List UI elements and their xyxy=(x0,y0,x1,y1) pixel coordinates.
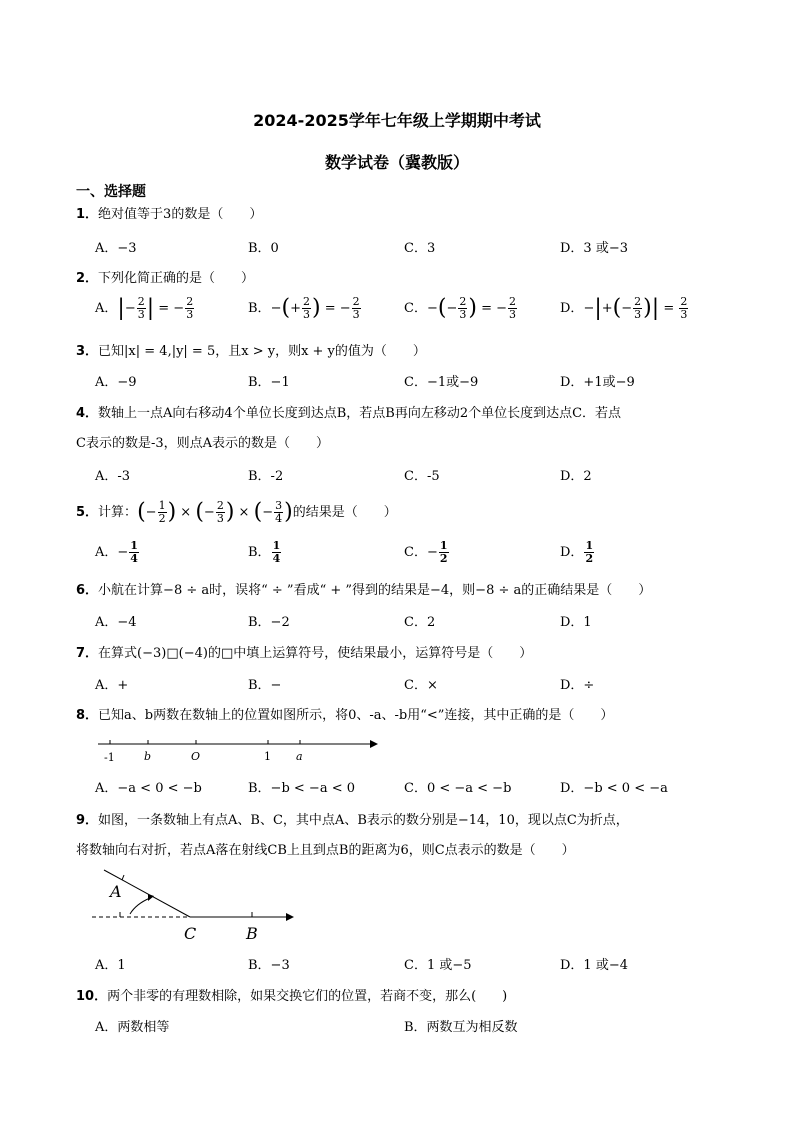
q7-option-d[interactable]: D．÷ xyxy=(560,678,595,693)
question-text: 绝对值等于3的数是（ ） xyxy=(98,207,263,222)
question-9 xyxy=(76,812,629,830)
question-10 xyxy=(76,988,507,1006)
point-b-label: B xyxy=(246,924,258,943)
question-text: 数轴上一点A向右移动4个单位长度到达点B，若点B再向左移动2个单位长度到达点C．若点 xyxy=(98,406,622,421)
q7-option-c[interactable]: C．× xyxy=(404,678,438,693)
q5-option-b[interactable]: B． $\frac{1}{4}$ xyxy=(248,539,281,565)
q9-option-a[interactable]: A．1 xyxy=(95,958,126,973)
question-9-line-2: 将数轴向右对折，若点A落在射线CB上且到点B的距离为6，则C点表示的数是（ ） xyxy=(76,843,575,858)
option-label: A． xyxy=(95,301,118,316)
question-number: 1． xyxy=(76,207,99,222)
question-4 xyxy=(76,405,621,423)
question-text: 在算式(−3)□(−4)的□中填上运算符号，使结果最小，运算符号是（ ） xyxy=(98,646,533,661)
question-2 xyxy=(76,270,254,288)
question-number: 2． xyxy=(76,271,99,286)
question-number: 7． xyxy=(76,646,99,661)
option-label: B． xyxy=(248,545,271,560)
q3-option-a[interactable]: A．−9 xyxy=(95,375,137,390)
fold-arrow-head-icon xyxy=(148,894,154,901)
q4-option-d[interactable]: D．2 xyxy=(560,469,592,484)
question-3 xyxy=(76,343,426,361)
question-6 xyxy=(76,582,651,600)
fold-arrow xyxy=(130,898,150,914)
q10-option-a[interactable]: A．两数相等 xyxy=(95,1020,170,1035)
q1-option-a[interactable]: A．−3 xyxy=(95,241,137,256)
q1-option-d[interactable]: D．3 或−3 xyxy=(560,241,628,256)
question-number: 8． xyxy=(76,708,99,723)
q7-option-b[interactable]: B．− xyxy=(248,678,282,693)
question-text: 已知a、b两数在数轴上的位置如图所示，将0、-a、-b用“<”连接，其中正确的是（ ） xyxy=(98,708,614,723)
axis-label-b: b xyxy=(144,750,152,763)
exam-title: 2024-2025学年七年级上学期期中考试 xyxy=(253,111,541,130)
option-label: A．− xyxy=(95,545,129,560)
question-number: 9． xyxy=(76,813,99,828)
question-7 xyxy=(76,645,532,663)
q8-option-a[interactable]: A．−a < 0 < −b xyxy=(95,781,202,796)
q10-option-b[interactable]: B．两数互为相反数 xyxy=(404,1020,518,1035)
q9-option-d[interactable]: D．1 或−4 xyxy=(560,958,628,973)
question-text: 已知|x| = 4,|y| = 5，且x > y，则x + y的值为（ ） xyxy=(98,344,426,359)
q3-option-d[interactable]: D．+1或−9 xyxy=(560,375,635,390)
q2-option-c[interactable]: C．−(− $\frac{2}{3}$ ) = − $\frac{2}{3}$ xyxy=(404,295,517,321)
option-label: B． xyxy=(248,301,271,316)
question-number: 6． xyxy=(76,583,99,598)
q8-option-c[interactable]: C．0 < −a < −b xyxy=(404,781,512,796)
number-line-figure xyxy=(90,734,390,766)
question-text: 如图，一条数轴上有点A、B、C，其中点A、B表示的数分别是−14，10，现以点C为折点， xyxy=(98,813,629,828)
option-label: C．− xyxy=(404,545,438,560)
q5-option-d[interactable]: D． $\frac{1}{2}$ xyxy=(560,539,594,565)
section-heading: 一、选择题 xyxy=(76,184,146,200)
arrow-head-icon xyxy=(286,913,294,921)
question-text-suffix: 的结果是（ ） xyxy=(292,505,397,520)
question-text: 小航在计算−8 ÷ a时，误将“ ÷ ”看成“ + ”得到的结果是−4，则−8 ÷ a的正确结果是（ ） xyxy=(98,583,652,598)
question-8 xyxy=(76,707,613,725)
q8-option-b[interactable]: B．−b < −a < 0 xyxy=(248,781,355,796)
q6-option-a[interactable]: A．−4 xyxy=(95,615,137,630)
axis-label-neg1: -1 xyxy=(104,751,115,764)
q2-option-d[interactable]: D．−|+(− $\frac{2}{3}$ )| = $\frac{2}{3}$ xyxy=(560,295,688,321)
q1-option-c[interactable]: C．3 xyxy=(404,241,436,256)
q2-option-b[interactable]: B．−(+ $\frac{2}{3}$ ) = − $\frac{2}{3}$ xyxy=(248,295,360,321)
point-a-label: A xyxy=(110,882,122,901)
question-text: 下列化简正确的是（ ） xyxy=(98,271,255,286)
exam-subtitle: 数学试卷（冀教版） xyxy=(324,153,469,172)
question-number: 4． xyxy=(76,406,99,421)
q5-option-a[interactable]: A．− $\frac{1}{4}$ xyxy=(95,539,138,565)
q4-option-a[interactable]: A．-3 xyxy=(95,469,131,484)
axis-label-1: 1 xyxy=(264,750,271,763)
question-1 xyxy=(76,206,262,224)
q2-option-a[interactable]: A．|− $\frac{2}{3}$ | = − $\frac{2}{3}$ xyxy=(95,295,194,321)
arrow-head-icon xyxy=(370,740,378,748)
point-c-label: C xyxy=(184,924,197,943)
option-label: C． xyxy=(404,301,427,316)
q9-option-c[interactable]: C．1 或−5 xyxy=(404,958,472,973)
question-number: 5． xyxy=(76,505,99,520)
q4-option-c[interactable]: C．-5 xyxy=(404,469,440,484)
option-label: D． xyxy=(560,301,584,316)
q6-option-d[interactable]: D．1 xyxy=(560,615,592,630)
q6-option-b[interactable]: B．−2 xyxy=(248,615,290,630)
fold-figure xyxy=(88,866,303,944)
q3-option-b[interactable]: B．−1 xyxy=(248,375,290,390)
question-number: 3． xyxy=(76,344,99,359)
q7-option-a[interactable]: A．+ xyxy=(95,678,129,693)
axis-label-a: a xyxy=(296,750,303,763)
q3-option-c[interactable]: C．−1或−9 xyxy=(404,375,479,390)
q5-option-c[interactable]: C．− $\frac{1}{2}$ xyxy=(404,539,448,565)
q8-option-d[interactable]: D．−b < 0 < −a xyxy=(560,781,668,796)
question-number: 10． xyxy=(76,989,108,1004)
q1-option-b[interactable]: B．0 xyxy=(248,241,279,256)
q9-option-b[interactable]: B．−3 xyxy=(248,958,290,973)
option-label: D． xyxy=(560,545,584,560)
tick xyxy=(122,875,124,880)
question-text: 两个非零的有理数相除，如果交换它们的位置，若商不变，那么( ) xyxy=(107,989,508,1004)
q4-option-b[interactable]: B．-2 xyxy=(248,469,284,484)
question-5: 5．计算：(− $\frac{1}{2}$ ) × (− $\frac{2}{3}$ ) × (− $\frac{3}{4}$ )的结果是（ ） xyxy=(76,499,397,525)
question-4-line-2: C表示的数是-3，则点A表示的数是（ ） xyxy=(76,436,329,451)
axis-label-origin: O xyxy=(191,750,201,763)
q6-option-c[interactable]: C．2 xyxy=(404,615,436,630)
question-text: 计算： xyxy=(98,505,138,520)
